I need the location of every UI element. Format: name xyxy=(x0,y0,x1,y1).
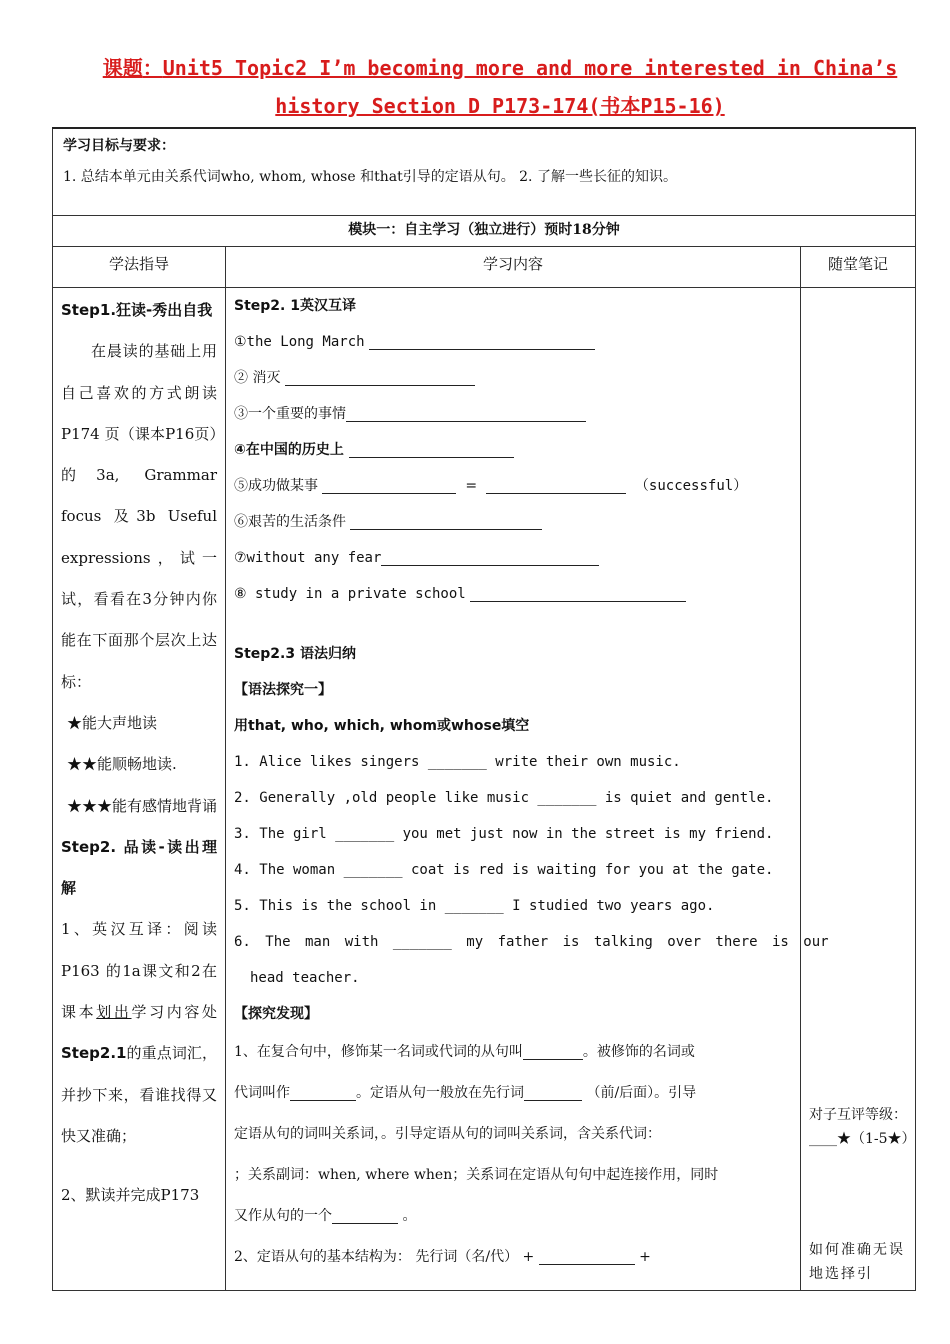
goals-section xyxy=(53,128,916,216)
answer-blank[interactable] xyxy=(523,1041,583,1060)
vocab-item-8: ⑧ study in a private school xyxy=(234,576,800,612)
answer-blank[interactable] xyxy=(539,1246,635,1265)
title-text-1: Unit5 Topic2 I’m becoming more and more interested in China’s xyxy=(162,56,898,80)
answer-blank[interactable] xyxy=(322,475,456,494)
title-lead: 课题 xyxy=(102,56,143,80)
peer-rating: 对子互评等级：____★（1-5★） xyxy=(809,1107,916,1147)
vocab-item-7: ⑦without any fear xyxy=(234,540,800,576)
step1-text: 在晨读的基础上用自己喜欢的方式朗读P174 页（课本P16页）的3a, Grammar focus 及3b Useful expressions，试一试，看看在3分钟内你能在下面那个层次上达标： xyxy=(61,342,217,691)
answer-blank[interactable] xyxy=(290,1082,356,1101)
step1-title: Step1.狂读-秀出自我 xyxy=(61,301,213,319)
lesson-title-line1: 课题：Unit5 Topic2 I’m becoming more and more interested in China’s xyxy=(102,56,898,80)
notes-column xyxy=(801,288,916,1291)
sentence-6: 6. The man with _______ my father is talking over there is our xyxy=(234,934,829,950)
answer-blank[interactable] xyxy=(369,331,595,350)
answer-blank[interactable] xyxy=(486,475,626,494)
underline-word: 划出 xyxy=(96,1003,132,1022)
step23-title: Step2.3 语法归纳 xyxy=(234,646,356,662)
notes-howto: 如何准确无误地选择引 xyxy=(809,1242,905,1282)
discovery-line-2: 代词叫作 。定语从句一般放在先行词 （前/后面）。引导 xyxy=(234,1073,800,1114)
step21-ref: Step2.1 xyxy=(61,1044,127,1063)
star-level-2: ★★能顺畅地读. xyxy=(67,755,177,774)
content-column xyxy=(226,288,829,1291)
goals-heading: 学习目标与要求： xyxy=(63,138,175,154)
sentence-1: 1. Alice likes singers _______ write their own music. xyxy=(234,754,681,770)
guide-column xyxy=(53,288,226,1291)
module-title: 模块一：自主学习（独立进行）预时18分钟 xyxy=(53,216,916,247)
sentence-6-cont: head teacher. xyxy=(250,970,360,986)
answer-blank[interactable] xyxy=(346,403,586,422)
vocab-item-6: ⑥艰苦的生活条件 xyxy=(234,504,800,540)
sentence-3: 3. The girl _______ you met just now in the street is my friend. xyxy=(234,826,774,842)
worksheet-table xyxy=(52,127,916,1291)
answer-blank[interactable] xyxy=(350,511,542,530)
guide-item-2: 2、默读并完成P173 xyxy=(61,1186,200,1205)
discovery-line-4: ；关系副词：when, where when；关系词在定语从句句中起连接作用，同时 xyxy=(234,1167,719,1183)
discovery-line-6: 2、定语从句的基本结构为： 先行词（名/代） + + xyxy=(234,1237,800,1278)
step21-title: Step2. 1英汉互译 xyxy=(234,298,356,314)
answer-blank[interactable] xyxy=(524,1082,582,1101)
sentence-5: 5. This is the school in _______ I studied two years ago. xyxy=(234,898,715,914)
vocab-item-2: ② 消灭 xyxy=(234,360,800,396)
header-notes: 随堂笔记 xyxy=(801,247,916,288)
star-level-1: ★能大声地读 xyxy=(67,713,158,732)
discovery-line-3: 定语从句的词叫关系词，。引导定语从句的词叫关系词，含关系代词： xyxy=(234,1126,661,1142)
header-content: 学习内容 xyxy=(226,247,801,288)
guide-item-1: 1、英汉互译：阅读P163 的1a课文和2在课本划出学习内容处Step2.1的重点词汇，并抄下来，看谁找得又快又准确； xyxy=(61,920,217,1145)
step2-title: Step2. 品读-读出理解 xyxy=(61,837,217,898)
fill-instruction: 用that, who, which, whom或whose填空 xyxy=(234,718,530,734)
answer-blank[interactable] xyxy=(285,367,475,386)
vocab-item-3: ③一个重要的事情 xyxy=(234,396,800,432)
discovery-line-1: 1、在复合句中，修饰某一名词或代词的从句叫 。被修饰的名词或 xyxy=(234,1032,800,1073)
vocab-item-5: ⑤成功做某事 = （successful） xyxy=(234,468,800,504)
discovery-line-5: 又作从句的一个 。 xyxy=(234,1196,800,1237)
lesson-title-line2: history Section D P173-174(书本P15-16) xyxy=(275,94,725,118)
goals-text: 1. 总结本单元由关系代词who, whom, whose 和that引导的定语从句。 2. 了解一些长征的知识。 xyxy=(63,169,677,185)
equals-sign: = xyxy=(465,478,478,494)
answer-blank[interactable] xyxy=(332,1205,398,1224)
vocab-item-4: ④在中国的历史上 xyxy=(234,432,800,468)
vocab-item-1: ①the Long March xyxy=(234,324,800,360)
item5-hint: （successful） xyxy=(634,478,748,494)
header-guide: 学法指导 xyxy=(53,247,226,288)
answer-blank[interactable] xyxy=(349,439,514,458)
answer-blank[interactable] xyxy=(470,583,686,602)
star-level-3: ★★★能有感情地背诵 xyxy=(67,796,218,815)
sentence-2: 2. Generally ,old people like music _______ is quiet and gentle. xyxy=(234,790,774,806)
sentence-4: 4. The woman _______ coat is red is waiting for you at the gate. xyxy=(234,862,774,878)
discovery-heading: 【探究发现】 xyxy=(234,1006,318,1022)
explore-heading: 【语法探究一】 xyxy=(234,682,332,698)
answer-blank[interactable] xyxy=(381,547,599,566)
